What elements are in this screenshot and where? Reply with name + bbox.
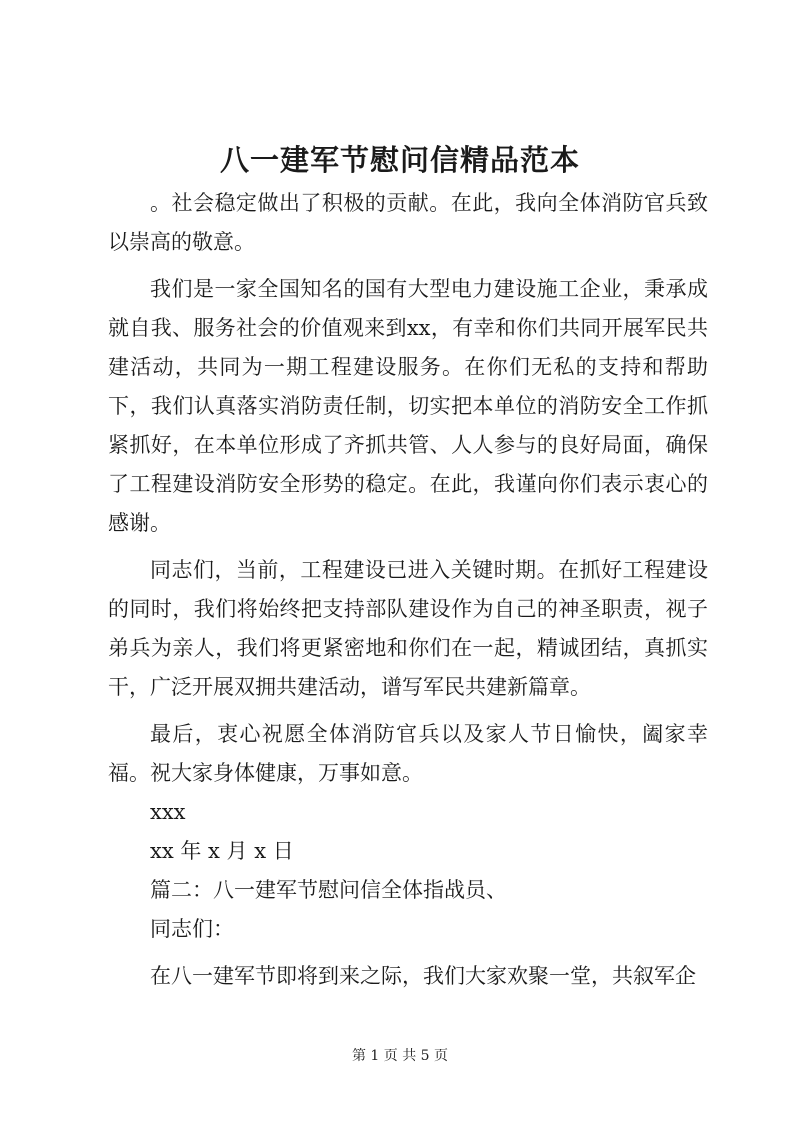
- date-line: xx 年 x 月 x 日: [150, 839, 294, 863]
- paragraph-3: 同志们，当前，工程建设已进入关键时期。在抓好工程建设的同时，我们将始终把支持部队建设作为自己的神圣职责，视子弟兵为亲人，我们将更紧密地和你们在一起，精诚团结，真抓实干，广泛开展双拥共建活动，谱写军民共建新篇章。: [108, 558, 708, 699]
- document-title: 八一建军节慰问信精品范本: [219, 143, 580, 177]
- paragraph-5: 在八一建军节即将到来之际，我们大家欢聚一堂，共叙军企: [150, 964, 696, 988]
- paragraph-2: 我们是一家全国知名的国有大型电力建设施工企业，秉承成就自我、服务社会的价值观来到xx，有幸和你们共同开展军民共建活动，共同为一期工程建设服务。在你们无私的支持和帮助下，我们认真落实消防责任制，切实把本单位的消防安全工作抓紧抓好，在本单位形成了齐抓共管、人人参与的良好局面，确保了工程建设消防安全形势的稳定。在此，我谨向你们表示衷心的感谢。: [108, 277, 708, 535]
- paragraph-1: 。社会稳定做出了积极的贡献。在此，我向全体消防官兵致以崇高的敬意。: [108, 191, 708, 254]
- section-heading: 篇二：八一建军节慰问信全体指战员、: [150, 878, 507, 902]
- document-body: [108, 184, 708, 996]
- paragraph-4: 最后，衷心祝愿全体消防官兵以及家人节日愉快，阖家幸福。祝大家身体健康，万事如意。: [108, 722, 708, 785]
- page-footer: 第 1 页 共 5 页: [351, 1048, 449, 1064]
- salutation: 同志们：: [150, 917, 234, 941]
- signature: xxx: [150, 800, 186, 824]
